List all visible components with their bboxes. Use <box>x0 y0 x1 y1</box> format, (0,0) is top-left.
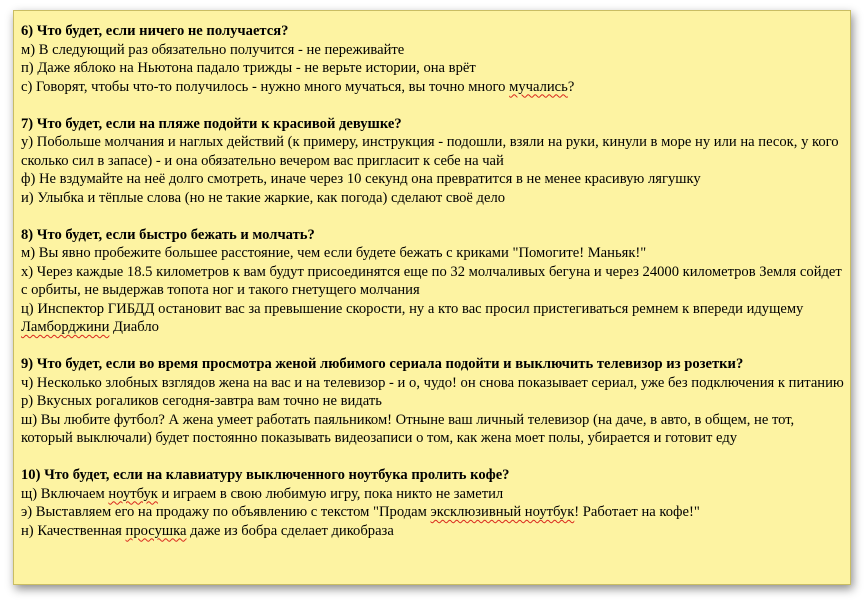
answer-text: у) Побольше молчания и наглых действий (к примеру, инструкция - подошли, взяли на руки, кинули в море ну или на песок, у кого сколько сил в запасе) - и она обязательно вечером вас пригласит к себе на чай <box>21 134 839 169</box>
answer-line <box>21 59 847 78</box>
answer-text: м) В следующий раз обязательно получится - не переживайте <box>21 41 405 58</box>
answer-line <box>21 170 847 189</box>
answer-line <box>21 503 847 522</box>
question-block <box>21 115 847 208</box>
answer-text: Диабло <box>109 319 159 335</box>
answer-line <box>21 133 847 170</box>
answer-line <box>21 189 847 208</box>
answer-text: ц) Инспектор ГИБДД остановит вас за превышение скорости, ну а кто вас просил пристегиваться ремнем к впереди идущему <box>21 300 804 317</box>
answer-line <box>21 244 847 263</box>
answer-text: даже из бобра сделает дикобраза <box>186 522 394 539</box>
question-block <box>21 226 847 337</box>
answer-line <box>21 41 847 60</box>
answer-text: ? <box>567 78 575 95</box>
spellcheck-flagged-word: Ламборджини <box>21 319 110 335</box>
answer-text: щ) Включаем <box>21 485 109 502</box>
answer-text: и) Улыбка и тёплые слова (но не такие жаркие, как погода) сделают своё дело <box>21 189 506 206</box>
note-text-area[interactable] <box>21 22 847 559</box>
question-heading: 8) Что будет, если быстро бежать и молчать? <box>21 226 315 243</box>
question-heading: 9) Что будет, если во время просмотра женой любимого сериала подойти и выключить телевизор из розетки? <box>21 356 744 372</box>
question-heading: 7) Что будет, если на пляже подойти к красивой девушке? <box>21 115 402 132</box>
answer-text: ! Работает на кофе!" <box>574 504 700 520</box>
answer-line <box>21 300 847 337</box>
spellcheck-flagged-word: ноутбук <box>108 485 158 502</box>
question-heading: 10) Что будет, если на клавиатуру выключенного ноутбука пролить кофе? <box>21 467 510 483</box>
answer-line <box>21 374 847 393</box>
answer-text: ш) Вы любите футбол? А жена умеет работать паяльником! Отныне ваш личный телевизор (на даче, в авто, в общем, не тот, который выключали) будет постоянно показывать видеозаписи о том, как жена моет полы, убирается и готовит еду <box>21 411 795 446</box>
answer-text: э) Выставляем его на продажу по объявлению с текстом "Продам <box>21 504 431 520</box>
spellcheck-flagged-word: просушка <box>125 522 187 539</box>
answer-line <box>21 263 847 300</box>
answer-line <box>21 392 847 411</box>
answer-text: н) Качественная <box>21 522 126 539</box>
answer-text: ч) Несколько злобных взглядов жена на вас и на телевизор - и о, чудо! он снова показывает сериал, уже без подключения к питанию <box>21 374 844 391</box>
spellcheck-flagged-word: мучались <box>509 78 568 95</box>
answer-text: ф) Не вздумайте на неё долго смотреть, иначе через 10 секунд она превратится в не менее красивую лягушку <box>21 171 701 187</box>
sticky-note <box>13 10 851 585</box>
answer-text: и играем в свою любимую игру, пока никто не заметил <box>157 485 504 502</box>
question-block <box>21 466 847 540</box>
spellcheck-flagged-word: эксклюзивный ноутбук <box>430 504 575 520</box>
answer-line <box>21 485 847 504</box>
answer-text: с) Говорят, чтобы что-то получилось - нужно много мучаться, вы точно много <box>21 78 510 95</box>
question-heading: 6) Что будет, если ничего не получается? <box>21 23 289 39</box>
answer-line <box>21 411 847 448</box>
question-block <box>21 22 847 96</box>
answer-line <box>21 78 847 97</box>
answer-line <box>21 522 847 541</box>
answer-text: х) Через каждые 18.5 километров к вам будут присоединятся еще по 32 молчаливых бегуна и через 24000 километров Земля сойдет с орбиты, не выдержав топота ног и такого гнетущего молчания <box>21 263 842 298</box>
answer-text: р) Вкусных рогаликов сегодня-завтра вам точно не видать <box>21 393 382 409</box>
answer-text: п) Даже яблоко на Ньютона падало трижды - не верьте истории, она врёт <box>21 60 476 76</box>
question-block <box>21 355 847 448</box>
answer-text: м) Вы явно пробежите большее расстояние, чем если будете бежать с криками "Помогите! Маньяк!" <box>21 245 647 261</box>
